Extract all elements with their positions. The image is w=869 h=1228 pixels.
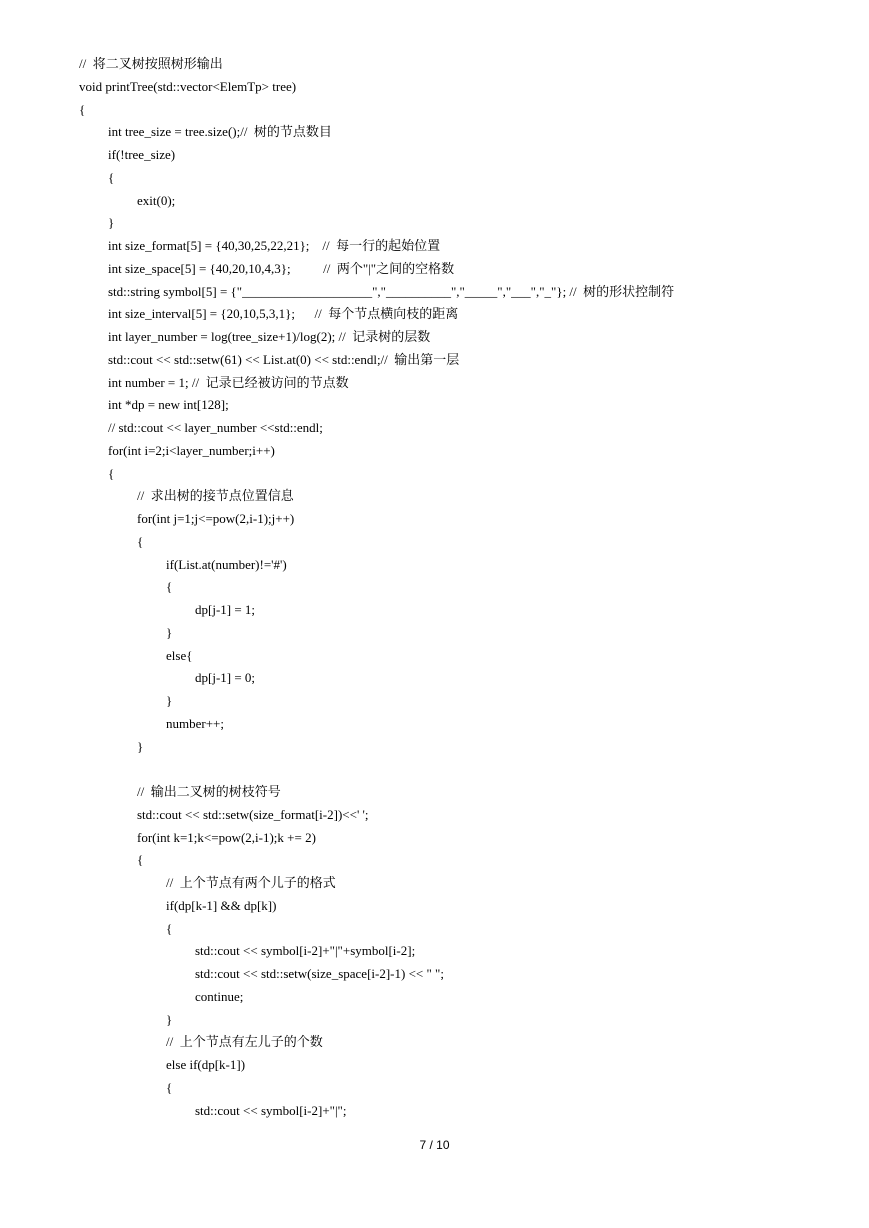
code-line: dp[j-1] = 1; <box>195 602 256 617</box>
code-line: // 将二叉树按照树形输出 <box>79 56 223 71</box>
code-line: else{ <box>166 647 193 663</box>
code-line: { <box>108 169 115 185</box>
code-line: { <box>166 579 173 595</box>
code-line: { <box>166 1079 173 1095</box>
code-line: // 上个节点有左儿子的个数 <box>166 1034 323 1050</box>
code-line: dp[j-1] = 0; <box>195 670 256 686</box>
code-line: std::string symbol[5] = {"____________________","__________","_____","___","_"}; // 树的形状控制符 <box>108 283 675 299</box>
code-line: int layer_number = log(tree_size+1)/log(2); // 记录树的层数 <box>108 329 431 344</box>
code-line: int *dp = new int[128]; <box>108 397 229 413</box>
code-line: int size_space[5] = {40,20,10,4,3}; // 两个"|"之间的空格数 <box>108 260 455 276</box>
code-line: for(int k=1;k<=pow(2,i-1);k += 2) <box>137 829 316 845</box>
code-line: number++; <box>166 715 224 731</box>
code-line: { <box>137 533 144 549</box>
code-line: // 输出二叉树的树枝符号 <box>137 784 281 799</box>
code-line: continue; <box>195 988 244 1004</box>
code-line: void printTree(std::vector<ElemTp> tree) <box>79 78 297 94</box>
code-line: int tree_size = tree.size();// 树的节点数目 <box>108 124 332 140</box>
code-line: { <box>79 101 86 117</box>
code-line: } <box>137 738 144 754</box>
code-line: } <box>166 693 173 708</box>
code-line-blank <box>0 758 869 781</box>
code-line: int number = 1; // 记录已经被访问的节点数 <box>108 374 349 390</box>
code-line: std::cout << symbol[i-2]+"|"+symbol[i-2]; <box>195 943 416 959</box>
code-line: { <box>108 465 115 481</box>
code-line: else if(dp[k-1]) <box>166 1057 246 1072</box>
code-line: { <box>166 920 173 936</box>
code-line: for(int i=2;i<layer_number;i++) <box>108 442 275 458</box>
code-line: } <box>166 1011 173 1027</box>
code-line: int size_interval[5] = {20,10,5,3,1}; // 每个节点横向枝的距离 <box>108 306 459 322</box>
code-line: } <box>166 624 173 640</box>
code-line: for(int j=1;j<=pow(2,i-1);j++) <box>137 511 295 526</box>
code-line: std::cout << std::setw(size_space[i-2]-1) << " "; <box>195 966 444 981</box>
code-line: // std::cout << layer_number <<std::endl; <box>108 420 323 435</box>
code-line: { <box>137 852 144 868</box>
code-listing <box>0 53 869 1122</box>
code-line: exit(0); <box>137 192 176 208</box>
code-line: std::cout << symbol[i-2]+"|"; <box>195 1102 347 1118</box>
code-line: } <box>108 215 115 231</box>
code-line: // 上个节点有两个儿子的格式 <box>166 875 336 890</box>
code-line: if(dp[k-1] && dp[k]) <box>166 897 277 913</box>
code-line: std::cout << std::setw(size_format[i-2])<<' '; <box>137 806 369 822</box>
code-line: int size_format[5] = {40,30,25,22,21}; // 每一行的起始位置 <box>108 238 441 253</box>
code-line: if(List.at(number)!='#') <box>166 556 287 572</box>
code-line: std::cout << std::setw(61) << List.at(0) << std::endl;// 输出第一层 <box>108 351 460 367</box>
code-line: // 求出树的接节点位置信息 <box>137 488 294 504</box>
code-line: if(!tree_size) <box>108 147 176 162</box>
page-number: 7 / 10 <box>419 1138 450 1152</box>
